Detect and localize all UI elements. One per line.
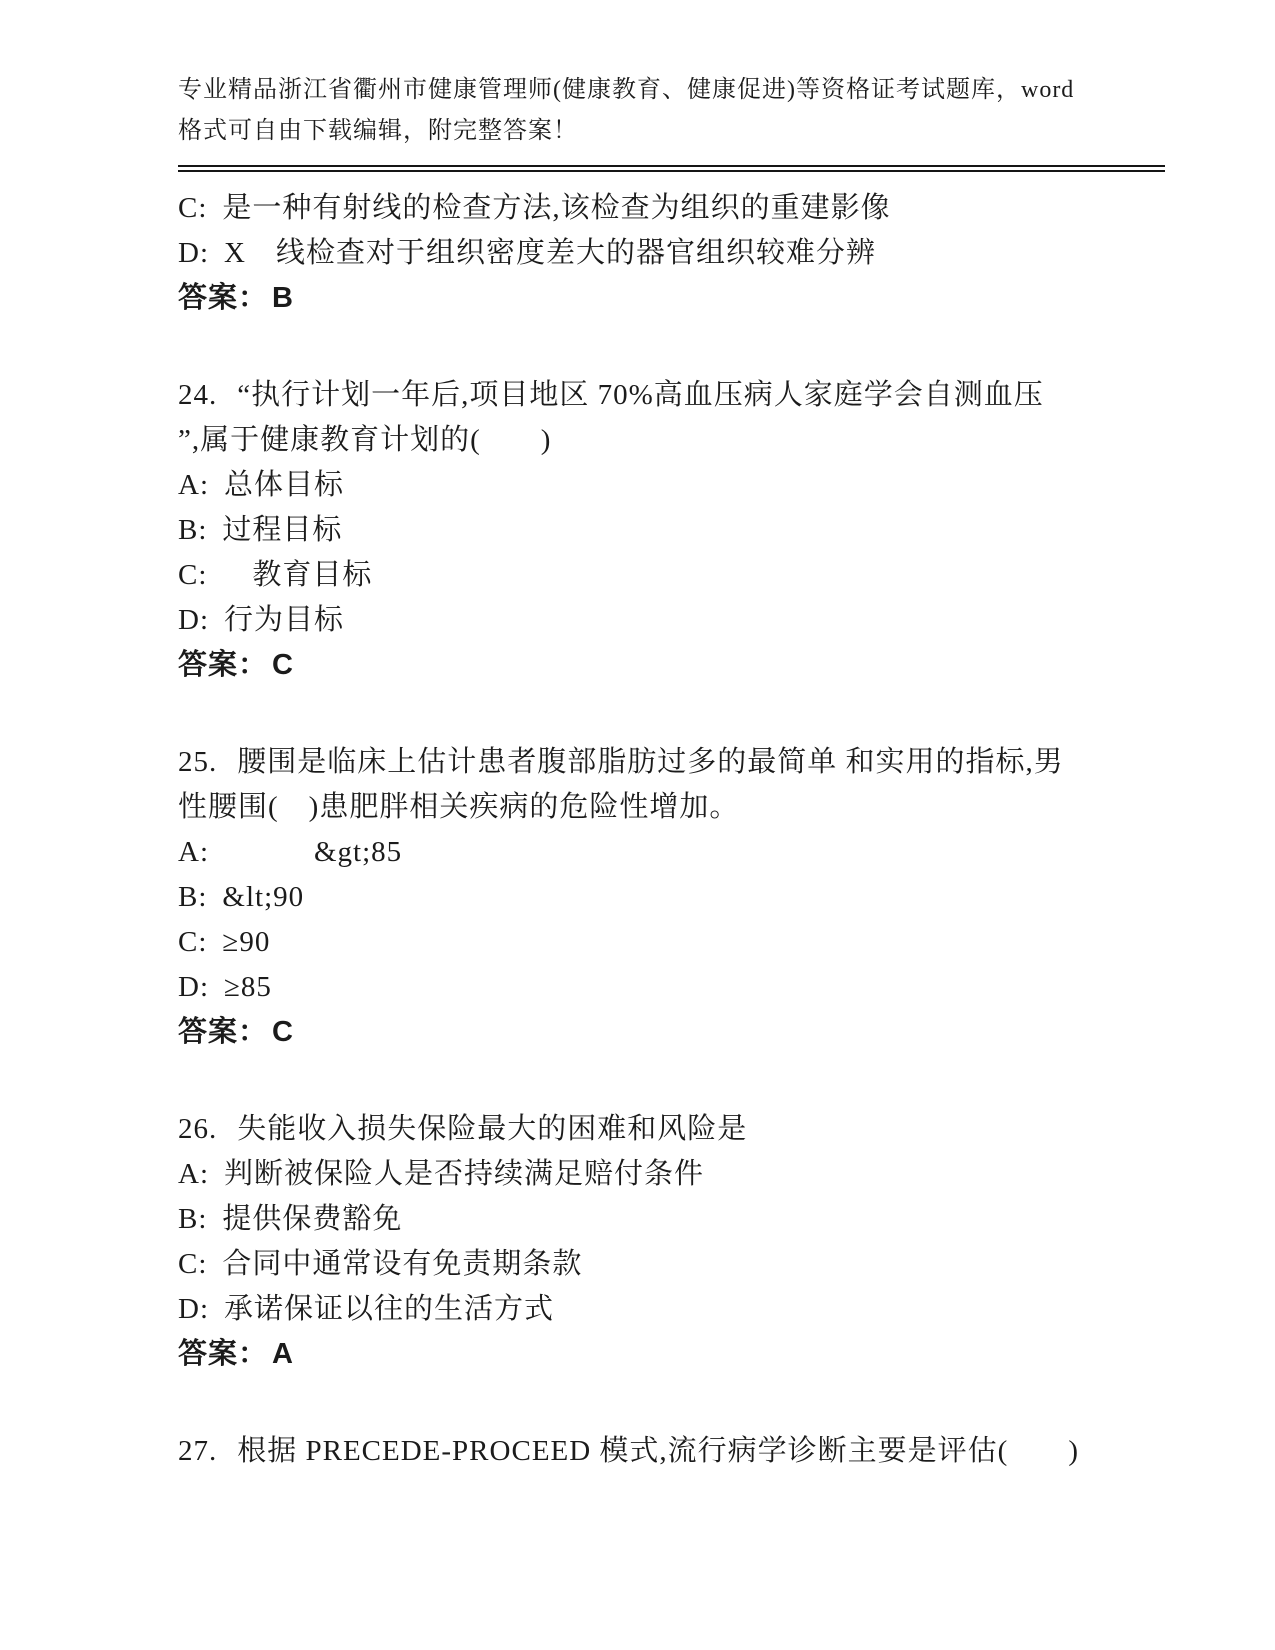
answer-row xyxy=(178,276,1165,321)
option-text: 承诺保证以往的生活方式 xyxy=(224,1293,555,1325)
answer-letter: C xyxy=(272,1016,294,1048)
question-block-23-continuation xyxy=(178,186,1165,321)
option-row xyxy=(178,508,1165,553)
option-row xyxy=(178,231,1165,276)
option-label: D: xyxy=(178,237,209,269)
answer-row xyxy=(178,1010,1165,1055)
option-label: A: xyxy=(178,836,209,868)
header-line-1: 专业精品浙江省衢州市健康管理师(健康教育、健康促进)等资格证考试题库，word xyxy=(178,77,1075,103)
question-stem xyxy=(178,373,1165,418)
option-text: 判断被保险人是否持续满足赔付条件 xyxy=(224,1158,705,1190)
question-block-25 xyxy=(178,740,1165,1055)
header-divider-rule xyxy=(178,165,1165,172)
question-stem xyxy=(178,1107,1165,1152)
answer-label: 答案： xyxy=(178,649,269,681)
question-stem xyxy=(178,740,1165,785)
option-text: 提供保费豁免 xyxy=(222,1203,403,1235)
answer-label: 答案： xyxy=(178,1016,269,1048)
option-label: A: xyxy=(178,1158,209,1190)
option-row xyxy=(178,920,1165,965)
header-line-2: 格式可自由下载编辑，附完整答案！ xyxy=(178,118,578,144)
option-label: C: xyxy=(178,926,208,958)
option-text: &lt;90 xyxy=(222,881,305,913)
question-number: 27. xyxy=(178,1435,218,1467)
question-stem-continuation: ”,属于健康教育计划的( ) xyxy=(178,424,552,456)
option-text: ≥85 xyxy=(224,971,272,1003)
question-number: 25. xyxy=(178,746,218,778)
document-header xyxy=(178,70,1165,152)
option-row xyxy=(178,830,1165,875)
answer-letter: A xyxy=(272,1338,294,1370)
option-text: 教育目标 xyxy=(222,559,373,591)
option-label: D: xyxy=(178,971,209,1003)
option-text: ≥90 xyxy=(222,926,271,958)
option-text: 总体目标 xyxy=(224,469,345,501)
question-stem xyxy=(178,1429,1165,1474)
option-row xyxy=(178,875,1165,920)
question-block-26 xyxy=(178,1107,1165,1377)
option-row xyxy=(178,553,1165,598)
question-number: 24. xyxy=(178,379,218,411)
option-text: 是一种有射线的检查方法,该检查为组织的重建影像 xyxy=(222,192,891,224)
answer-label: 答案： xyxy=(178,282,269,314)
question-stem-text: 根据 PRECEDE-PROCEED 模式,流行病学诊断主要是评估( ) xyxy=(237,1435,1080,1467)
question-stem-text: 腰围是临床上估计患者腹部脂肪过多的最简单 和实用的指标,男 xyxy=(237,746,1064,778)
option-text: &gt;85 xyxy=(224,836,403,868)
option-text: X 线检查对于组织密度差大的器官组织较难分辨 xyxy=(224,237,876,269)
option-label: D: xyxy=(178,604,209,636)
answer-row xyxy=(178,1332,1165,1377)
option-label: A: xyxy=(178,469,209,501)
option-text: 过程目标 xyxy=(222,514,343,546)
answer-row xyxy=(178,643,1165,688)
answer-label: 答案： xyxy=(178,1338,269,1370)
question-block-24 xyxy=(178,373,1165,688)
option-label: C: xyxy=(178,1248,208,1280)
option-label: B: xyxy=(178,881,208,913)
option-row xyxy=(178,186,1165,231)
option-text: 合同中通常设有免责期条款 xyxy=(222,1248,583,1280)
question-stem-text: 失能收入损失保险最大的困难和风险是 xyxy=(237,1113,748,1145)
question-number: 26. xyxy=(178,1113,218,1145)
option-text: 行为目标 xyxy=(224,604,345,636)
option-row xyxy=(178,1287,1165,1332)
answer-letter: B xyxy=(272,282,294,314)
option-label: B: xyxy=(178,514,208,546)
question-block-27 xyxy=(178,1429,1165,1474)
option-label: D: xyxy=(178,1293,209,1325)
option-row xyxy=(178,1152,1165,1197)
question-stem-continuation: 性腰围( )患肥胖相关疾病的危险性增加。 xyxy=(178,791,740,823)
option-row xyxy=(178,598,1165,643)
option-label: B: xyxy=(178,1203,208,1235)
option-label: C: xyxy=(178,192,208,224)
question-stem-text: “执行计划一年后,项目地区 70%高血压病人家庭学会自测血压 xyxy=(237,379,1044,411)
option-row xyxy=(178,1197,1165,1242)
option-label: C: xyxy=(178,559,208,591)
option-row xyxy=(178,1242,1165,1287)
answer-letter: C xyxy=(272,649,294,681)
option-row xyxy=(178,463,1165,508)
option-row xyxy=(178,965,1165,1010)
